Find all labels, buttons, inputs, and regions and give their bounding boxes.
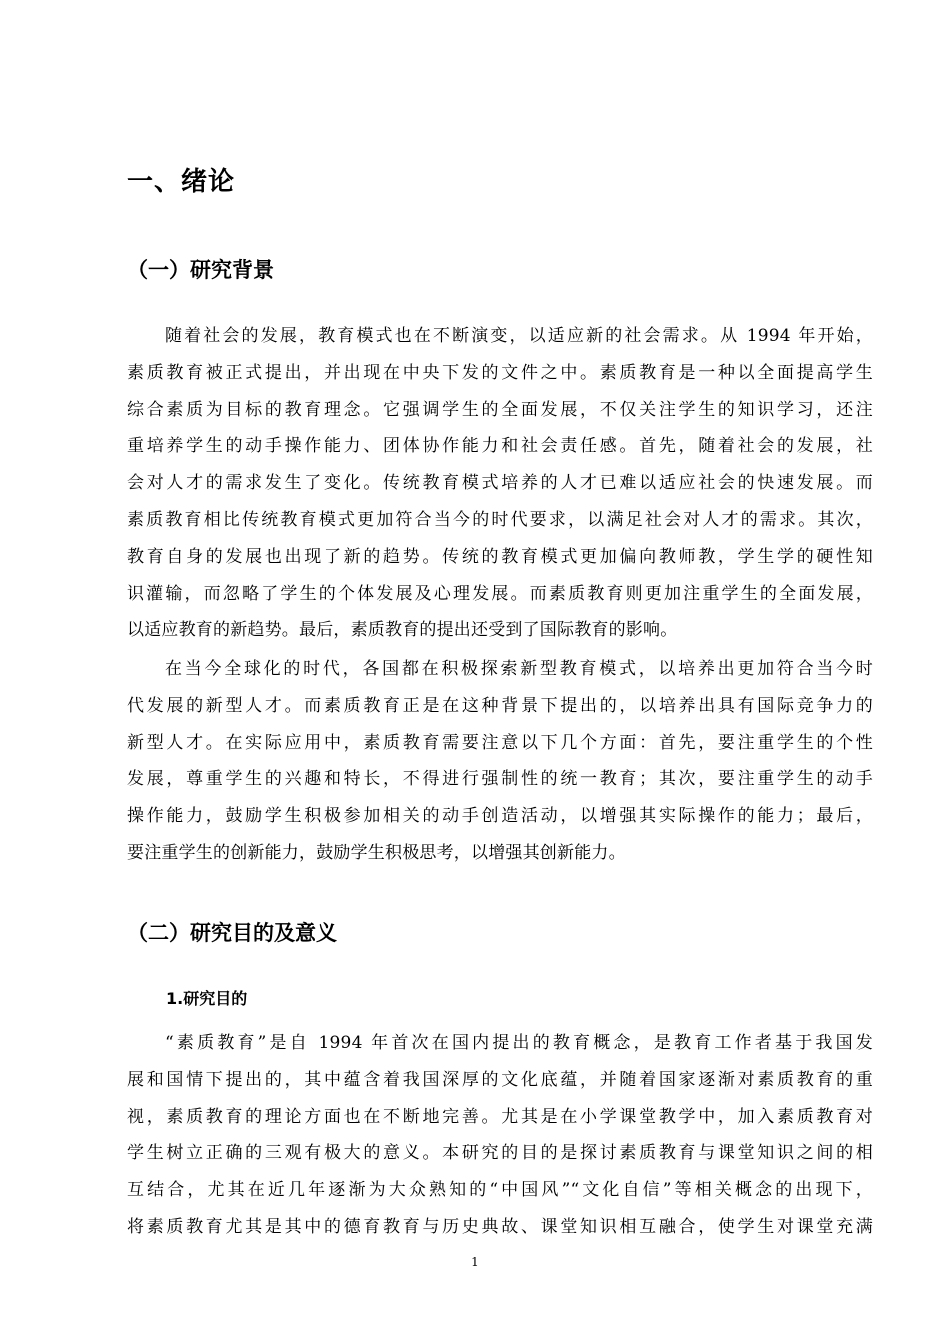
text-line: 学生树立正确的三观有极大的意义。本研究的目的是探讨素质教育与课堂知识之间的相 bbox=[127, 1143, 873, 1164]
text-line: 操作能力，鼓励学生积极参加相关的动手创造活动，以增强其实际操作的能力；最后， bbox=[127, 806, 873, 827]
text-line: 互结合，尤其在近几年逐渐为大众熟知的“中国风”“文化自信”等相关概念的出现下， bbox=[127, 1180, 873, 1201]
text-line: 将素质教育尤其是其中的德育教育与历史典故、课堂知识相互融合，使学生对课堂充满 bbox=[127, 1216, 873, 1237]
text-line: 综合素质为目标的教育理念。它强调学生的全面发展，不仅关注学生的知识学习，还注 bbox=[127, 399, 873, 420]
text-line: 新型人才。在实际应用中，素质教育需要注意以下几个方面：首先，要注重学生的个性 bbox=[127, 732, 873, 753]
text-line: 要注重学生的创新能力，鼓励学生积极思考，以增强其创新能力。 bbox=[127, 842, 626, 863]
text-line: 识灌输，而忽略了学生的个体发展及心理发展。而素质教育则更加注重学生的全面发展， bbox=[127, 583, 873, 604]
text-line: 展和国情下提出的，其中蕴含着我国深厚的文化底蕴，并随着国家逐渐对素质教育的重 bbox=[127, 1069, 873, 1090]
paragraph-purpose bbox=[127, 1025, 873, 1246]
section-title-purpose: （二）研究目的及意义 bbox=[127, 921, 337, 945]
text-line: 素质教育相比传统教育模式更加符合当今的时代要求，以满足社会对人才的需求。其次， bbox=[127, 509, 873, 530]
text-line: 以适应教育的新趋势。最后，素质教育的提出还受到了国际教育的影响。 bbox=[127, 620, 678, 641]
text-line: “素质教育”是自 1994 年首次在国内提出的教育概念，是教育工作者基于我国发 bbox=[165, 1033, 873, 1053]
text-line: 在当今全球化的时代，各国都在积极探索新型教育模式，以培养出更加符合当今时 bbox=[165, 659, 873, 679]
text-line: 视，素质教育的理论方面也在不断地完善。尤其是在小学课堂教学中，加入素质教育对 bbox=[127, 1106, 873, 1127]
paragraph-background-2 bbox=[127, 651, 873, 872]
text-line: 教育自身的发展也出现了新的趋势。传统的教育模式更加偏向教师教，学生学的硬性知 bbox=[127, 546, 873, 567]
subsection-title-purpose: 1.研究目的 bbox=[166, 989, 248, 1008]
text-line: 随着社会的发展，教育模式也在不断演变，以适应新的社会需求。从 1994 年开始， bbox=[165, 326, 873, 346]
paragraph-background-1 bbox=[127, 318, 873, 649]
page-number: 1 bbox=[471, 1255, 479, 1269]
text-line: 重培养学生的动手操作能力、团体协作能力和社会责任感。首先，随着社会的发展，社 bbox=[127, 436, 873, 457]
text-line: 素质教育被正式提出，并出现在中央下发的文件之中。素质教育是一种以全面提高学生 bbox=[127, 362, 873, 383]
text-line: 发展，尊重学生的兴趣和特长，不得进行强制性的统一教育；其次，要注重学生的动手 bbox=[127, 769, 873, 790]
section-title-background: （一）研究背景 bbox=[127, 258, 274, 282]
chapter-title: 一、绪论 bbox=[127, 167, 236, 197]
text-line: 代发展的新型人才。而素质教育正是在这种背景下提出的，以培养出具有国际竞争力的 bbox=[127, 695, 873, 716]
text-line: 会对人才的需求发生了变化。传统教育模式培养的人才已难以适应社会的快速发展。而 bbox=[127, 473, 873, 494]
